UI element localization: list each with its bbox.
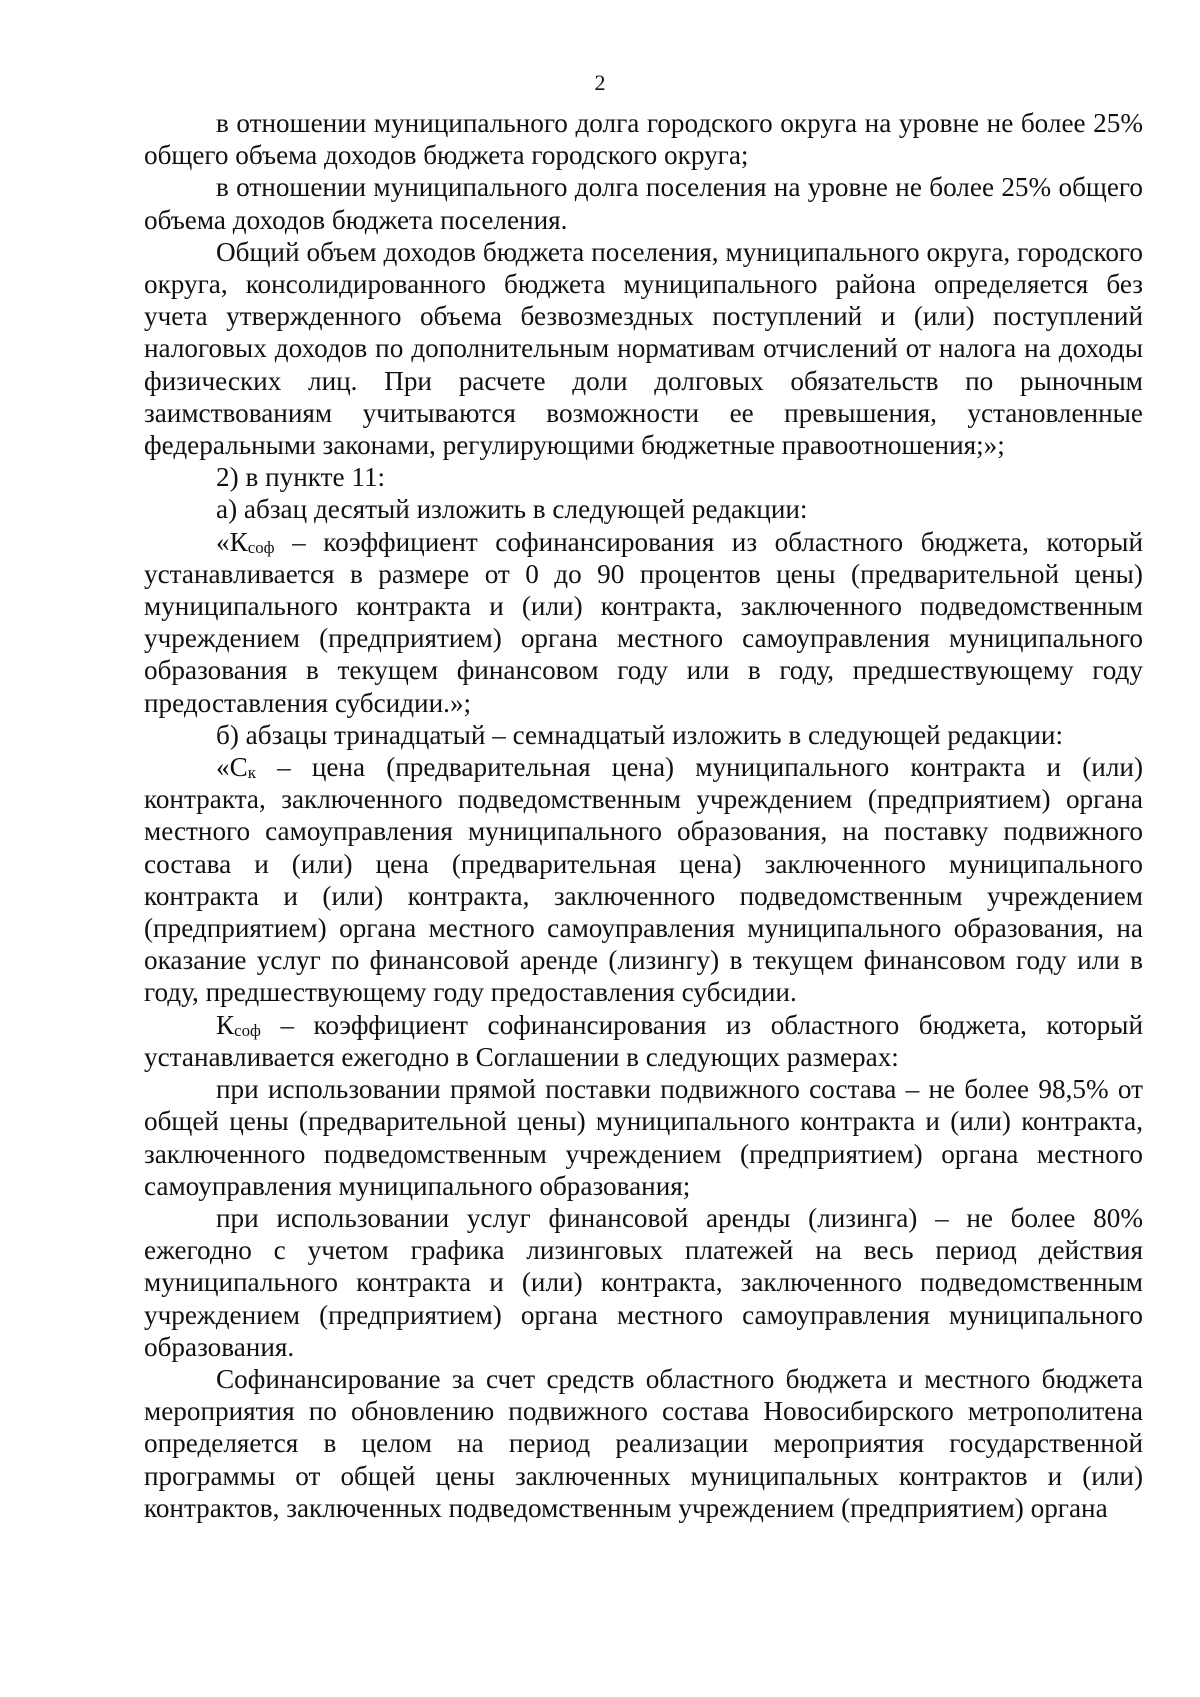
formula-symbol: «С: [216, 752, 248, 783]
paragraph-text: – цена (предварительная цена) муниципального контракта и (или) контракта, заключенного подведомственным учреждением (предприятием) органа местного самоуправления муниципального образования, на поставку подвижного состава и (или) цена (предварительная цена) заключенного муниципального контракта и (или) контракта, заключенного подведомственным учреждением (предприятием) органа местного самоуправления муниципального образования, на оказание услуг по финансовой аренде (лизингу) в текущем финансовом году или в году, предшествующему году предоставления субсидии.: [144, 752, 1143, 1008]
paragraph-text: 2) в пункте 11:: [216, 462, 386, 493]
paragraph-text: Общий объем доходов бюджета поселения, муниципального округа, городского округа, консолидированного бюджета муниципального района определяется без учета утвержденного объема безвозмездных поступлений и (или) поступлений налоговых доходов по дополнительным нормативам отчислений от налога на доходы физических лиц. При расчете доли долговых обязательств по рыночным заимствованиям учитываются возможности ее превышения, установленные федеральными законами, регулирующими бюджетные правоотношения;»;: [144, 236, 1143, 461]
paragraph-6: [144, 526, 1143, 719]
paragraph-2: [144, 171, 1143, 235]
paragraph-text: Софинансирование за счет средств областного бюджета и местного бюджета мероприятия по обновлению подвижного состава Новосибирского метрополитена определяется в целом на период реализации мероприятия государственной программы от общей цены заключенных муниципальных контрактов и (или) контрактов, заключенных подведомственным учреждением (предприятием) органа: [144, 1363, 1143, 1523]
paragraph-12: [144, 1363, 1143, 1524]
paragraph-3: [144, 236, 1143, 461]
paragraph-9: [144, 1009, 1143, 1073]
document-body: [144, 107, 1143, 1524]
formula-symbol: «К: [216, 526, 248, 557]
paragraph-text: а) абзац десятый изложить в следующей редакции:: [216, 494, 808, 525]
paragraph-10: [144, 1073, 1143, 1202]
paragraph-text: б) абзацы тринадцатый – семнадцатый изложить в следующей редакции:: [216, 719, 1063, 750]
paragraph-text: – коэффициент софинансирования из областного бюджета, который устанавливается ежегодно в Соглашении в следующих размерах:: [144, 1009, 1143, 1072]
formula-subscript: соф: [234, 1020, 261, 1040]
paragraph-text: при использовании услуг финансовой аренды (лизинга) – не более 80% ежегодно с учетом графика лизинговых платежей на весь период действия муниципального контракта и (или) контракта, заключенного подведомственным учреждением (предприятием) органа местного самоуправления муниципального образования.: [144, 1202, 1143, 1362]
formula-symbol: К: [216, 1009, 235, 1040]
paragraph-text: при использовании прямой поставки подвижного состава – не более 98,5% от общей цены (предварительной цены) муниципального контракта и (или) контракта, заключенного подведомственным учреждением (предприятием) органа местного самоуправления муниципального образования;: [144, 1074, 1143, 1201]
paragraph-1: [144, 107, 1143, 171]
paragraph-8: [144, 751, 1143, 1009]
paragraph-text: в отношении муниципального долга городского округа на уровне не более 25% общего объема доходов бюджета городского округа;: [144, 108, 1143, 171]
page-number: 2: [594, 70, 606, 95]
formula-subscript: соф: [247, 537, 275, 557]
paragraph-5: [144, 493, 1143, 525]
formula-subscript: к: [247, 763, 256, 783]
paragraph-7: [144, 719, 1143, 751]
paragraph-4: [144, 461, 1143, 493]
paragraph-text: в отношении муниципального долга поселения на уровне не более 25% общего объема доходов бюджета поселения.: [144, 172, 1143, 235]
paragraph-11: [144, 1202, 1143, 1363]
paragraph-text: – коэффициент софинансирования из областного бюджета, который устанавливается в размере от 0 до 90 процентов цены (предварительной цены) муниципального контракта и (или) контракта, заключенного подведомственным учреждением (предприятием) органа местного самоуправления муниципального образования в текущем финансовом году или в году, предшествующему году предоставления субсидии.»;: [144, 526, 1143, 718]
